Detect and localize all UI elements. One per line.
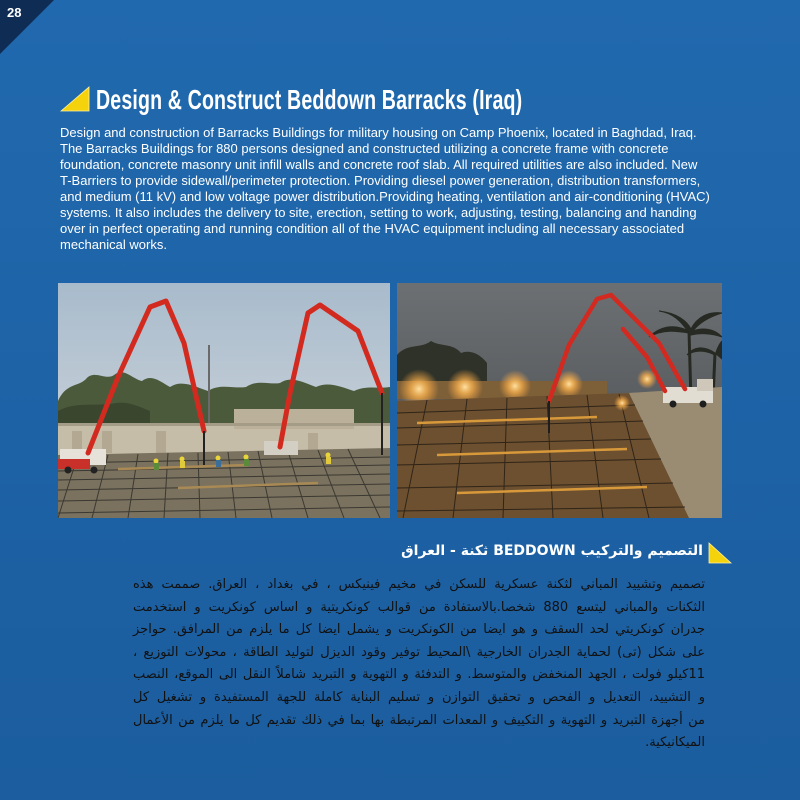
yellow-triangle-icon bbox=[60, 86, 90, 112]
construction-photo-night bbox=[397, 283, 722, 518]
arabic-title: التصميم والتركيب BEDDOWN ثكنة - العراق bbox=[401, 543, 703, 559]
description-line: systems. It also includes the delivery to site, erection, setting to work, adjusting, testing, balancing and handing bbox=[60, 205, 697, 220]
description-line: Design and construction of Barracks Buildings for military housing on Camp Phoenix, located in Baghdad, Iraq. bbox=[60, 125, 697, 140]
project-description bbox=[60, 125, 710, 253]
page-title: Design & Construct Beddown Barracks (Iraq) bbox=[96, 84, 523, 115]
description-line: and medium (11 kV) and low voltage power distribution.Providing heating, ventilation and air-conditioning (HVAC) bbox=[60, 189, 710, 204]
arabic-description-line: و التشييد، التعديل و الفحص و تحقيق التوازن و تسليم البناية كاملة للجهة المستفيدة و تشغيل كل bbox=[133, 689, 705, 705]
description-line: foundation, concrete masonry unit infill walls and concrete roof slab. All required utilities are also included. New bbox=[60, 157, 698, 172]
arabic-description-line: جدران كونكريتي لحد السقف و هو ايضا من الكونكريت و يشمل ايضا كل ما يلزم من المرافق. حواجز bbox=[133, 622, 705, 638]
arabic-description-line: على شكل (تى) لحماية الجدران الخارجية \المحيط توفير وقود الديزل لتوليد الطاقة ، محولات التوزيع ، bbox=[133, 644, 705, 660]
description-line: T-Barriers to provide sidewall/perimeter protection. Providing diesel power generation, distribution transformers, bbox=[60, 173, 701, 188]
arabic-description-line: من أجهزة التبريد و التهوية و التكييف و المعدات المرتبطة بها بما في ذلك تقديم كل ما يلزم من الأعمال bbox=[133, 712, 705, 728]
arabic-description-line: 11كيلو فولت ، الجهد المنخفض والمتوسط. و التدفئة و التهوية و التبريد شاملاً النقل الى الموقع، النصب bbox=[133, 667, 705, 683]
arabic-description-line: الميكانيكية. bbox=[645, 735, 705, 751]
description-line: over in perfect operating and running condition all of the HVAC equipment including all necessary associated bbox=[60, 221, 685, 236]
description-line: The Barracks Buildings for 880 persons designed and constructed utilizing a concrete frame with concrete bbox=[60, 141, 669, 156]
construction-photo-day bbox=[58, 283, 390, 518]
arabic-description bbox=[133, 574, 705, 755]
arabic-description-line: الثكنات والمباني ليتسع 880 شخصا.بالاستفادة من قوالب كونكريتية و اساس كونكريت و استخدمت bbox=[133, 599, 705, 615]
page-number: 28 bbox=[7, 5, 22, 20]
yellow-triangle-icon bbox=[708, 542, 732, 564]
description-line: mechanical works. bbox=[60, 237, 167, 252]
arabic-description-line: تصميم وتشييد المباني لثكنة عسكرية للسكن في مخيم فينيكس ، في بغداد ، العراق. صممت هذه bbox=[133, 577, 705, 592]
